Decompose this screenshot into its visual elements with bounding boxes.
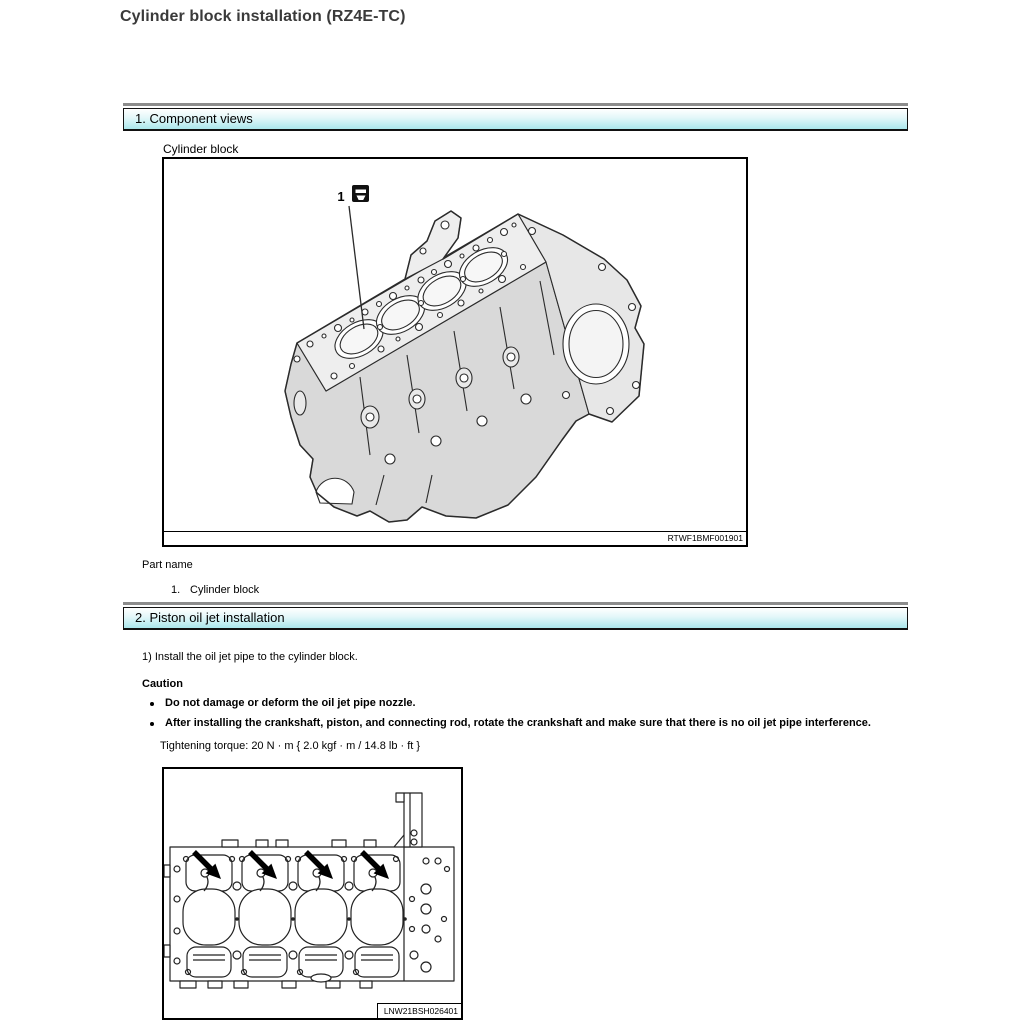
section-2-header: [123, 607, 908, 630]
step-1-text: 1) Install the oil jet pipe to the cylinder block.: [142, 651, 358, 663]
cylinder-block-bottom-view-drawing: [164, 769, 461, 1018]
figure-1-code-strip: [164, 531, 746, 545]
part-name-heading: Part name: [142, 559, 193, 571]
figure-2-code: LNW21BSH026401: [383, 1006, 458, 1016]
torque-spec: Tightening torque: 20 N · m { 2.0 kgf · m / 14.8 lb · ft }: [160, 740, 421, 752]
figure-2-oil-jet-location: [162, 767, 463, 1020]
figure-1-cylinder-block: [162, 157, 748, 547]
section-2-rule: [123, 602, 908, 605]
part-item-number: 1.: [171, 584, 181, 596]
caution-item-2: [150, 717, 871, 729]
caution-item-1-text: Do not damage or deform the oil jet pipe nozzle.: [165, 697, 416, 709]
section-1-rule: [123, 103, 908, 106]
figure-1-code: RTWF1BMF001901: [667, 533, 743, 543]
section-2-heading: 2. Piston oil jet installation: [135, 610, 285, 625]
part-item-name: Cylinder block: [190, 584, 260, 596]
part-callout-icon: [352, 185, 369, 202]
rear-rail: [394, 793, 422, 847]
caution-item-2-text: After installing the crankshaft, piston, and connecting rod, rotate the crankshaft and make sure that there is no oil jet pipe interference.: [165, 717, 871, 729]
part-list-item: [171, 584, 259, 596]
cylinder-block-isometric-drawing: [164, 159, 746, 531]
caution-item-1: [150, 697, 416, 709]
figure-1-label: Cylinder block: [163, 142, 239, 156]
figure-2-code-box: [377, 1003, 461, 1018]
page-title: Cylinder block installation (RZ4E-TC): [120, 8, 406, 25]
caution-heading: Caution: [142, 678, 183, 690]
section-1-heading: 1. Component views: [135, 111, 253, 126]
part-callout-number: 1: [337, 189, 345, 204]
bullet-dot: [150, 702, 154, 706]
bullet-dot: [150, 722, 154, 726]
section-1-header: [123, 108, 908, 131]
